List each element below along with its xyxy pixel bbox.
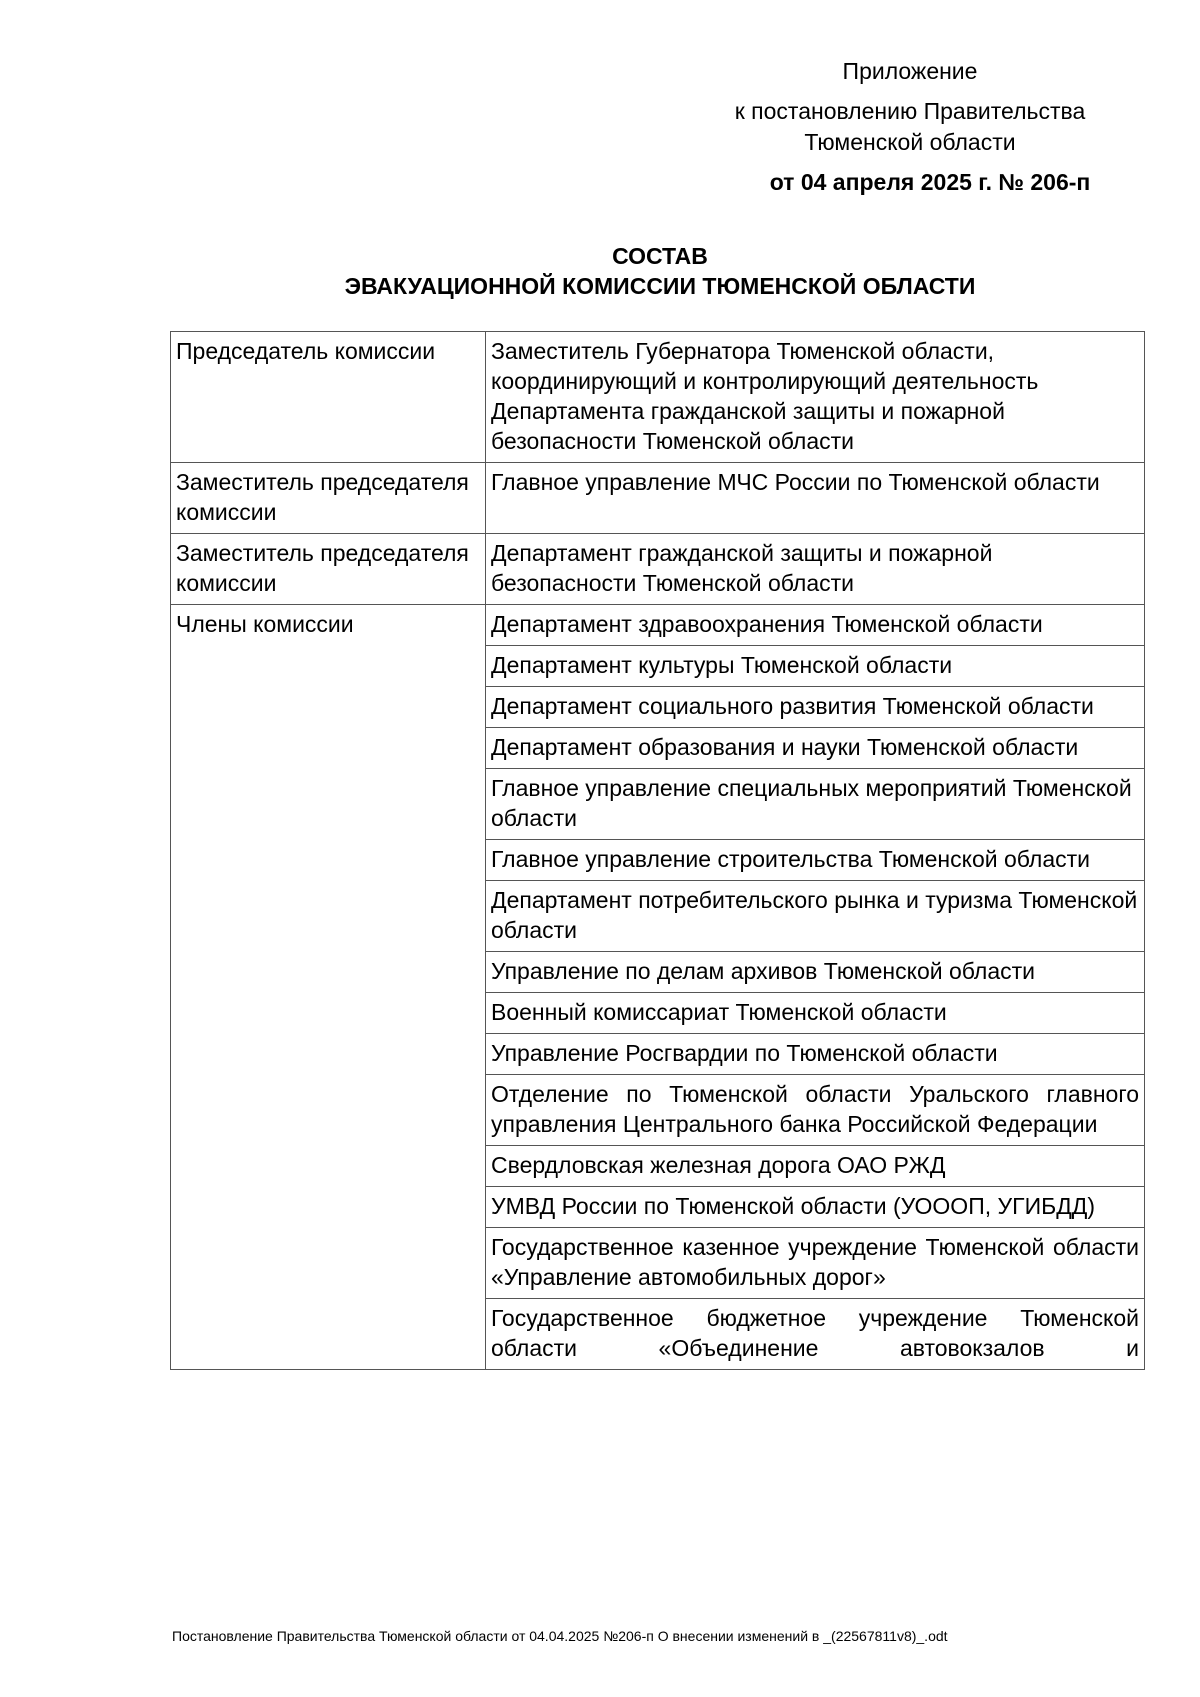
resolution-line-1: к постановлению Правительства bbox=[734, 98, 1086, 124]
table-row bbox=[171, 332, 1145, 463]
member-cell: Свердловская железная дорога ОАО РЖД bbox=[486, 1146, 1145, 1187]
document-title bbox=[170, 241, 1150, 301]
title-line-2: ЭВАКУАЦИОННОЙ КОМИССИИ ТЮМЕНСКОЙ ОБЛАСТИ bbox=[344, 273, 976, 299]
org-cell: Заместитель Губернатора Тюменской области, координирующий и контролирующий деятельность Департамента гражданской защиты и пожарной безопасности Тюменской области bbox=[486, 332, 1145, 463]
table-row bbox=[171, 463, 1145, 534]
org-cell: Главное управление МЧС России по Тюменской области bbox=[486, 463, 1145, 534]
member-cell: Государственное бюджетное учреждение Тюменской области «Объединение автовокзалов и bbox=[486, 1299, 1145, 1370]
document-header bbox=[700, 56, 1120, 198]
table-row bbox=[171, 534, 1145, 605]
member-cell: Департамент потребительского рынка и туризма Тюменской области bbox=[486, 881, 1145, 952]
member-cell: Департамент здравоохранения Тюменской области bbox=[486, 605, 1145, 646]
document-footer: Постановление Правительства Тюменской области от 04.04.2025 №206-п О внесении изменений в _(22567811v8)_.odt bbox=[172, 1628, 948, 1644]
member-cell: Государственное казенное учреждение Тюменской области «Управление автомобильных дорог» bbox=[486, 1228, 1145, 1299]
member-cell: Департамент образования и науки Тюменской области bbox=[486, 728, 1145, 769]
member-cell: Главное управление специальных мероприятий Тюменской области bbox=[486, 769, 1145, 840]
member-cell: Департамент социального развития Тюменской области bbox=[486, 687, 1145, 728]
member-cell: Отделение по Тюменской области Уральского главного управления Центрального банка Российской Федерации bbox=[486, 1075, 1145, 1146]
role-cell: Заместитель председателя комиссии bbox=[171, 534, 486, 605]
member-cell: Управление Росгвардии по Тюменской области bbox=[486, 1034, 1145, 1075]
member-cell: Управление по делам архивов Тюменской области bbox=[486, 952, 1145, 993]
resolution-date: от 04 апреля 2025 г. № 206-п bbox=[769, 169, 1091, 195]
appendix-label: Приложение bbox=[842, 58, 978, 84]
title-line-1: СОСТАВ bbox=[612, 243, 708, 269]
member-cell: Главное управление строительства Тюменской области bbox=[486, 840, 1145, 881]
org-cell: Департамент гражданской защиты и пожарной безопасности Тюменской области bbox=[486, 534, 1145, 605]
member-cell: Военный комиссариат Тюменской области bbox=[486, 993, 1145, 1034]
member-cell: УМВД России по Тюменской области (УОООП, УГИБДД) bbox=[486, 1187, 1145, 1228]
resolution-line-2: Тюменской области bbox=[804, 129, 1016, 155]
commission-composition-table bbox=[170, 331, 1145, 1370]
role-cell: Председатель комиссии bbox=[171, 332, 486, 463]
role-cell: Заместитель председателя комиссии bbox=[171, 463, 486, 534]
members-role-cell: Члены комиссии bbox=[171, 605, 486, 1370]
member-cell: Департамент культуры Тюменской области bbox=[486, 646, 1145, 687]
table-row bbox=[171, 605, 1145, 646]
